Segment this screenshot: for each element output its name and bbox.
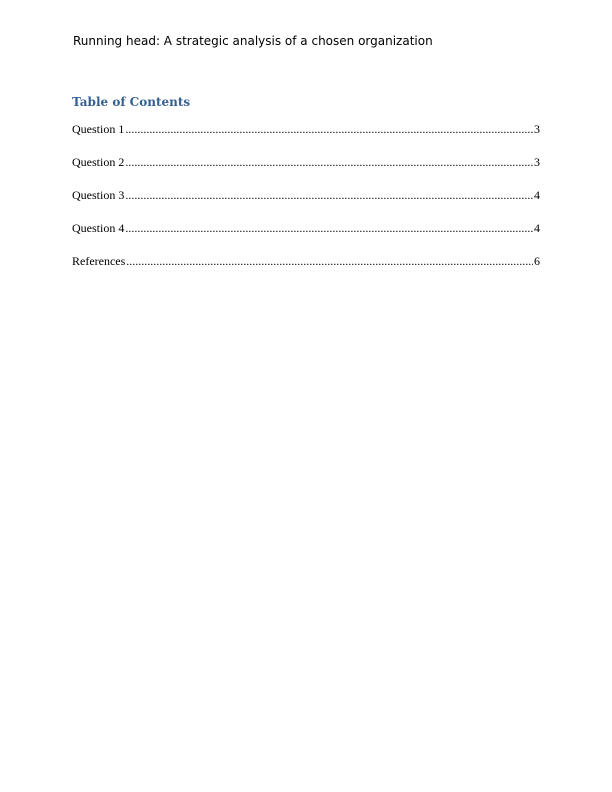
toc-entry-page-number[interactable]: 4 (534, 188, 540, 202)
toc-entry-question-2[interactable] (72, 155, 540, 188)
toc-entry-label[interactable]: Question 3 (72, 188, 125, 202)
toc-entry-question-1[interactable] (72, 122, 540, 155)
toc-entry-page-number[interactable]: 6 (534, 254, 540, 268)
toc-entry-page-number[interactable]: 4 (534, 221, 540, 235)
toc-entry-label[interactable]: References (72, 254, 126, 268)
toc-entry-question-3[interactable] (72, 188, 540, 221)
toc-dot-leader (125, 188, 533, 203)
toc-dot-leader (125, 221, 533, 236)
running-head: Running head: A strategic analysis of a chosen organization (73, 34, 433, 48)
table-of-contents (72, 122, 540, 287)
toc-entry-label[interactable]: Question 2 (72, 155, 125, 169)
toc-entry-page-number[interactable]: 3 (534, 155, 540, 169)
toc-dot-leader (125, 122, 533, 137)
toc-dot-leader (126, 254, 533, 269)
toc-dot-leader (125, 155, 533, 170)
toc-entry-page-number[interactable]: 3 (534, 122, 540, 136)
toc-heading: Table of Contents (72, 95, 191, 109)
toc-entry-question-4[interactable] (72, 221, 540, 254)
toc-entry-references[interactable] (72, 254, 540, 287)
toc-entry-label[interactable]: Question 4 (72, 221, 125, 235)
toc-entry-label[interactable]: Question 1 (72, 122, 125, 136)
